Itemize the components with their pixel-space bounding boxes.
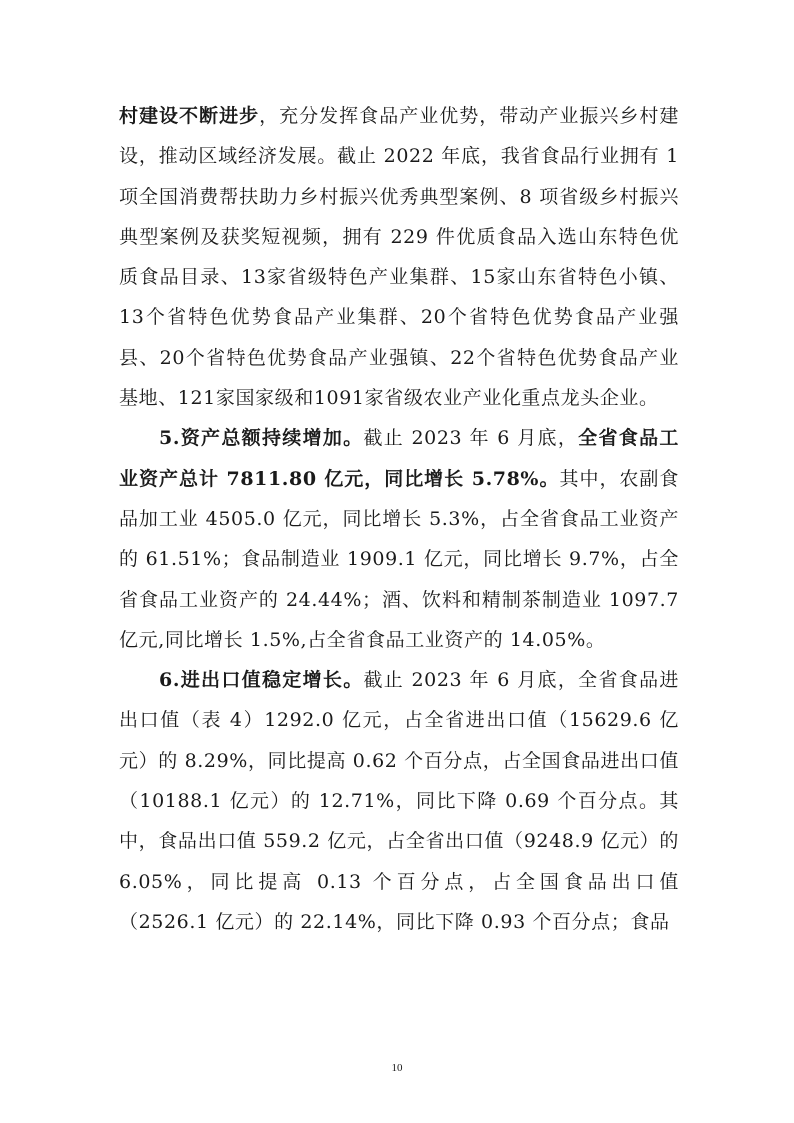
section-heading-6: 6.进出口值稳定增长。 [159, 669, 364, 692]
paragraph-rural-revitalization [119, 96, 679, 418]
paragraph-text: ，充分发挥食品产业优势，带动产业振兴乡村建设，推动区域经济发展。截止 2022 年底，我省食品行业拥有 1 项全国消费帮扶助力乡村振兴优秀典型案例、8 项省级乡村振兴典型案例及获奖短视频，拥有 229 件优质食品入选山东特色优质食品目录、13家省级特色产业集群、15家山东省特色小镇、13个省特色优势食品产业集群、20个省特色优势食品产业强县、20个省特色优势食品产业强镇、22个省特色优势食品产业基地、121家国家级和1091家省级农业产业化重点龙头企业。 [119, 105, 679, 410]
body-text [119, 96, 679, 942]
bold-lead-in: 村建设不断进步 [119, 105, 260, 127]
page-number: 10 [391, 1062, 403, 1074]
paragraph-text: 截止 2023 年 6 月底， [363, 427, 579, 450]
bold-highlight: 全省食品工业资产总计 7811.80 亿元，同比增长 5.78%。 [119, 427, 679, 490]
paragraph-import-export [119, 660, 679, 942]
paragraph-total-assets [119, 418, 679, 660]
paragraph-text: 其中，农副食品加工业 4505.0 亿元，同比增长 5.3%，占全省食品工业资产的 61.51%；食品制造业 1909.1 亿元，同比增长 9.7%，占全省食品工业资产的 24.44%；酒、饮料和精制茶制造业 1097.7 亿元,同比增长 1.5%,占全省食品工业资产的 14.05%。 [119, 467, 679, 651]
section-heading-5: 5.资产总额持续增加。 [159, 427, 364, 450]
paragraph-text: 截止 2023 年 6 月底，全省食品进出口值（表 4）1292.0 亿元，占全省进出口值（15629.6 亿元）的 8.29%，同比提高 0.62 个百分点，占全国食品进出口值（10188.1 亿元）的 12.71%，同比下降 0.69 个百分点。其中，食品出口值 559.2 亿元，占全省出口值（9248.9 亿元）的 6.05%，同比提高 0.13 个百分点，占全国食品出口值（2526.1 亿元）的 22.14%，同比下降 0.93 个百分点；食品 [119, 669, 679, 933]
